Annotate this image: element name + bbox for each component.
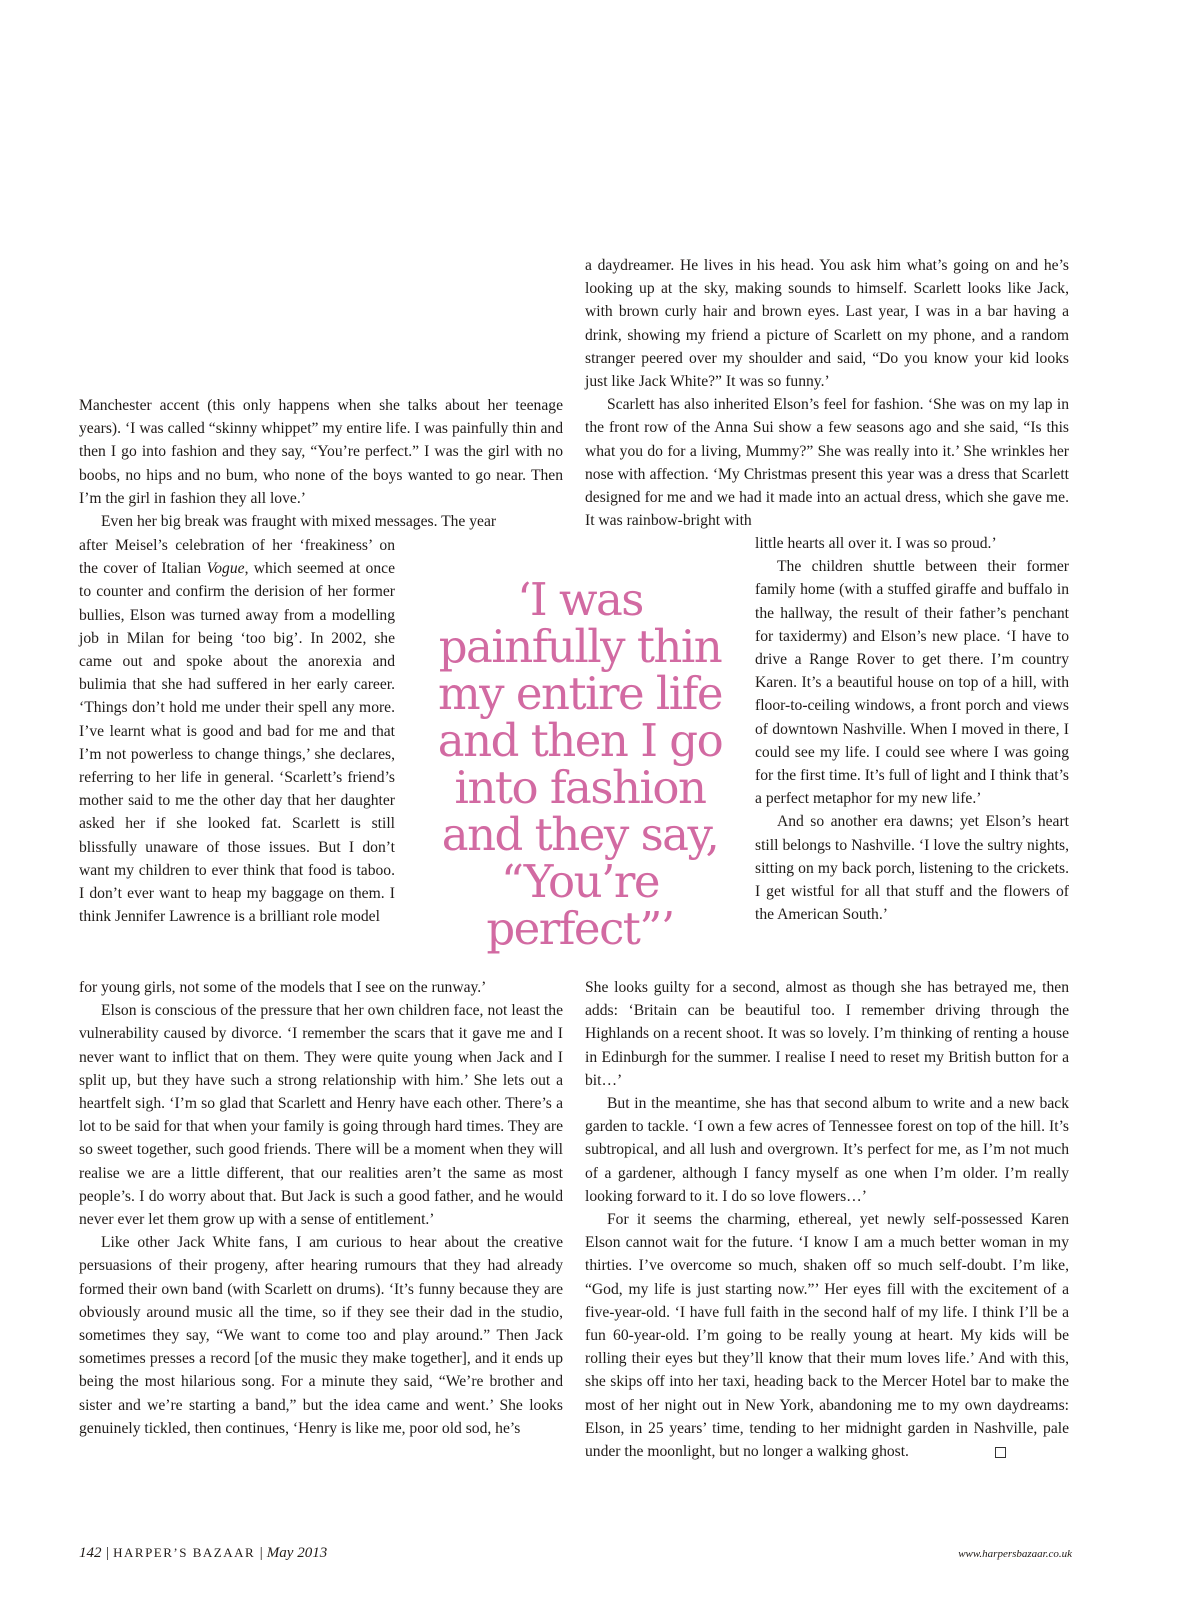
page-number: 142 [79,1545,102,1561]
article-paragraph: For it seems the charming, ethereal, yet newly self-possessed Karen Elson cannot wait for the future. ‘I know I am a much better woman in my thirties. I’ve overcome so much, shaken off so much self-doubt. I’m like, “God, my life is just starting now.”’ Her eyes fill with the excitement of a five-year-old. ‘I have full faith in the second half of my life. I think I’ll be a fun 60-year-old. I’m going to be really young at heart. My kids will be rolling their eyes but they’ll know that their mum loves life.’ And with this, she skips off into her taxi, heading back to the Mercer Hotel bar to make the most of her night out in New York, abandoning me to my own daydreams: Elson, in 25 years’ time, tending to her midnight garden in Nashville, pale under the moonlight, but no longer a walking ghost. [585,1211,1069,1461]
left-column-wrap [79,534,395,928]
article-paragraph: after Meisel’s celebration of her ‘freakiness’ on the cover of Italian Vogue, which seemed at once to counter and confirm the derision of her former bullies, Elson was turned away from a modelling job in Milan for being ‘too big’. In 2002, she came out and spoke about the anorexia and bulimia that she had suffered in her early career. ‘Things don’t hold me under their spell any more. I’ve learnt what is good and bad for me and that I’m not powerless to change things,’ she declares, referring to her life in general. ‘Scarlett’s friend’s mother said to me the other day that her daughter asked her if she looked fat. Scarlett is still blissfully unaware of those issues. But I don’t want my children to ever think that food is taboo. I don’t ever want to heap my baggage on them. I think Jennifer Lawrence is a brilliant role model [79,537,395,926]
right-column-bottom [585,976,1069,1463]
folio: 142 | HARPER’S BAZAAR | May 2013 [79,1545,328,1561]
article-paragraph: Even her big break was fraught with mixed messages. The year [101,513,497,531]
left-column-top [79,394,563,533]
article-paragraph: But in the meantime, she has that second album to write and a new back garden to tackle. ‘I own a few acres of Tennessee forest on top of the hill. It’s subtropical, and all lush and overgrown. It’s perfect for me, as I’m not much of a gardener, although I fancy myself as one when I’m older. I’m really looking forward to it. I do so love flowers…’ [585,1095,1069,1205]
article-paragraph: Manchester accent (this only happens when she talks about her teenage years). ‘I was called “skinny whippet” my entire life. I was painfully thin and then I go into fashion and they say, “You’re perfect.” I was the girl with no boobs, no hips and no bum, who none of the boys wanted to go near. Then I’m the girl in fashion they all love.’ [79,397,563,507]
right-column-top [585,254,1069,532]
article-paragraph: The children shuttle between their former family home (with a stuffed giraffe and buffalo in the hallway, the result of their father’s penchant for taxidermy) and Elson’s new place. ‘I have to drive a Range Rover to get there. I’m country Karen. It’s a beautiful house on top of a hill, with floor-to-ceiling windows, a front porch and views of downtown Nashville. When I moved in there, I could see my life. I could see where I was going for the first time. It’s full of light and I think that’s a perfect metaphor for my new life.’ [755,558,1069,808]
article-paragraph: little hearts all over it. I was so proud.’ [755,535,997,552]
right-column-wrap [755,532,1069,926]
article-paragraph: Elson is conscious of the pressure that her own children face, not least the vulnerability caused by divorce. ‘I remember the scars that it gave me and I never want to inflict that on them. They were quite young when Jack and I split up, but they have such a strong relationship with him.’ She lets out a heartfelt sigh. ‘I’m so glad that Scarlett and Henry have each other. There’s a lot to be said for that when your family is going through hard times. They are so sweet together, such good friends. There will be a moment when they will realise we are a little different, that our realities aren’t the same as most people’s. I do worry about that. But Jack is such a good father, and he would never ever let them grow up with a sense of entitlement.’ [79,1002,563,1229]
article-paragraph: a daydreamer. He lives in his head. You ask him what’s going on and he’s looking up at the sky, making sounds to himself. Scarlett looks like Jack, with brown curly hair and brown eyes. Last year, I was in a bar having a drink, showing my friend a picture of Scarlett on my phone, and a random stranger peered over my shoulder and said, “Do you know your kid looks just like Jack White?” It was so funny.’ [585,257,1069,391]
magazine-name: HARPER’S BAZAAR [113,1545,256,1560]
article-paragraph: Scarlett has also inherited Elson’s feel for fashion. ‘She was on my lap in the front row of the Anna Sui show a few seasons ago and she said, “Is this what you do for a living, Mummy?” She was really into it.’ She wrinkles her nose with affection. ‘My Christmas present this year was a dress that Scarlett designed for me and we had it made into an actual dress, which she gave me. It was rainbow-bright with [585,396,1069,530]
vogue-title: Vogue [206,560,245,578]
article-paragraph: for young girls, not some of the models that I see on the runway.’ [79,979,487,996]
issue-date: May 2013 [266,1545,328,1561]
left-column-bottom [79,976,563,1440]
article-paragraph: She looks guilty for a second, almost as though she has betrayed me, then adds: ‘Britain can be beautiful too. I remember driving through the Highlands on a recent shoot. It was so lovely. I’m thinking of renting a house in Edinburgh for the summer. I realise I need to reset my British button for a bit…’ [585,979,1069,1089]
pull-quote: ‘I was painfully thin my entire life and then I go into fashion and they say, “You’re perfect”’ [437,573,723,955]
website-url: www.harpersbazaar.co.uk [958,1548,1072,1560]
article-paragraph: And so another era dawns; yet Elson’s heart still belongs to Nashville. ‘I love the sultry nights, sitting on my back porch, listening to the crickets. I get wistful for all that stuff and the flowers of the American South.’ [755,813,1069,924]
end-mark-icon [995,1447,1006,1458]
article-paragraph: Like other Jack White fans, I am curious to hear about the creative persuasions of their progeny, after hearing rumours that they had already formed their own band (with Scarlett on drums). ‘It’s funny because they are obviously around music all the time, so if they see their dad in the studio, sometimes they say, “We want to come too and play around.” Then Jack sometimes presses a record [of the music they make together], and it ends up being the most hilarious song. For a minute they said, “We’re brother and sister and we’re starting a band,” but the idea came and went.’ She looks genuinely tickled, then continues, ‘Henry is like me, poor old sod, he’s [79,1234,563,1437]
